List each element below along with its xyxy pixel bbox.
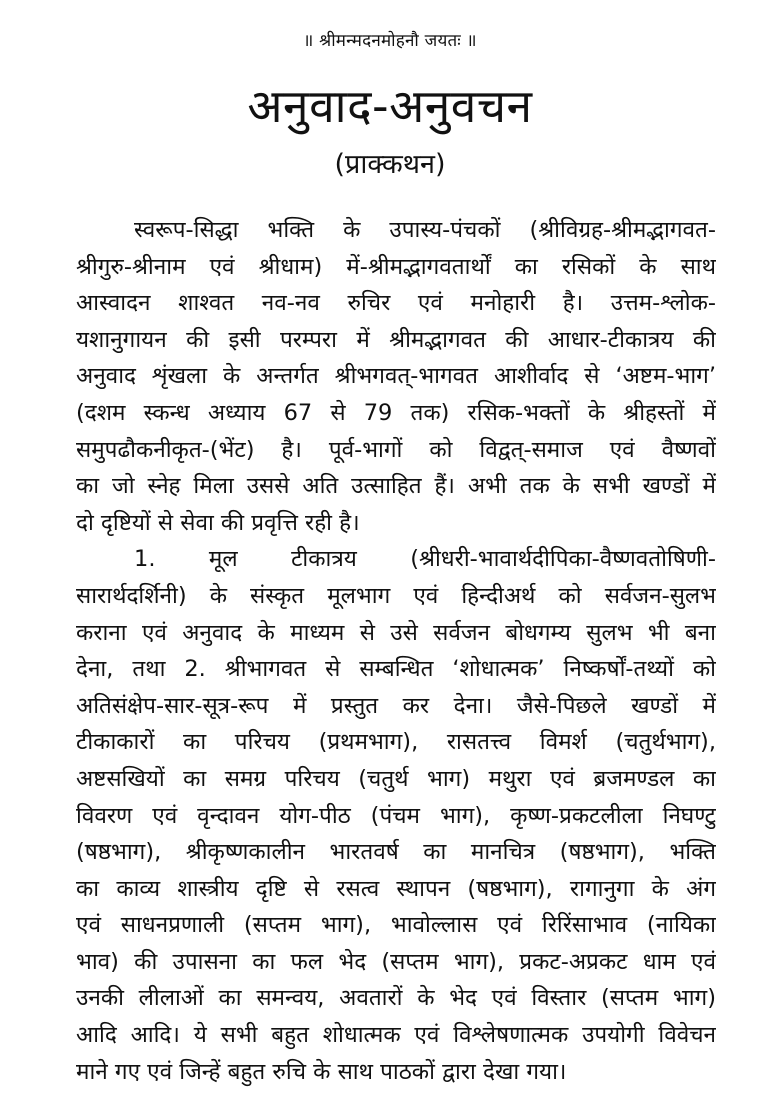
text-line: समुपढौकनीकृत-(भेंट) है। पूर्व-भागों को विद्वत्-समाज एवं वैष्णवों [76,436,716,463]
text-line: आदि आदि। ये सभी बहुत शोधात्मक एवं विश्लेषणात्मक उपयोगी विवेचन [76,1022,716,1049]
text-line: विवरण एवं वृन्दावन योग-पीठ (पंचम भाग), कृष्ण-प्रकटलीला निघण्टु [76,802,716,829]
text-line: दो दृष्टियों से सेवा की प्रवृत्ति रही है। [76,509,360,536]
text-line: अतिसंक्षेप-सार-सूत्र-रूप में प्रस्तुत कर देना। जैसे-पिछले खण्डों में [76,692,716,719]
text-line: देना, तथा 2. श्रीभागवत से सम्बन्धित ‘शोधात्मक’ निष्कर्षों-तथ्यों को [76,656,716,683]
text-line: श्रीगुरु-श्रीनाम एवं श्रीधाम) में-श्रीमद्भागवतार्थों का रसिकों के साथ [76,253,716,280]
text-line: उनकी लीलाओं का समन्वय, अवतारों के भेद एवं विस्तार (सप्तम भाग) [76,985,716,1012]
invocation-header: ॥ श्रीमन्मदनमोहनौ जयतः ॥ [303,31,477,51]
text-line: माने गए एवं जिन्हें बहुत रुचि के साथ पाठकों द्वारा देखा गया। [76,1058,567,1085]
text-line: यशानुगायन की इसी परम्परा में श्रीमद्भागवत की आधार-टीकात्रय की [76,326,716,353]
text-line: एवं साधनप्रणाली (सप्तम भाग), भावोल्लास एवं रिरिंसाभाव (नायिका [76,912,716,939]
text-line: का जो स्नेह मिला उससे अति उत्साहित हैं। अभी तक के सभी खण्डों में [76,473,716,500]
text-line: सारार्थदर्शिनी) के संस्कृत मूलभाग एवं हिन्दीअर्थ को सर्वजन-सुलभ [76,582,716,609]
body-text [76,212,716,1090]
text-line: का काव्य शास्त्रीय दृष्टि से रसत्व स्थापन (षष्ठभाग), रागानुगा के अंग [76,875,716,902]
text-line: भाव) की उपासना का फल भेद (सप्तम भाग), प्रकट-अप्रकट धाम एवं [76,948,716,975]
text-line: 1. मूल टीकात्रय (श्रीधरी-भावार्थदीपिका-वैष्णवतोषिणी- [134,546,716,573]
text-line: स्वरूप-सिद्धा भक्ति के उपास्य-पंचकों (श्रीविग्रह-श्रीमद्भागवत- [134,217,716,243]
page-title: अनुवाद-अनुवचन [247,79,533,133]
text-line: अष्टसखियों का समग्र परिचय (चतुर्थ भाग) मथुरा एवं ब्रजमण्डल का [76,765,716,792]
text-line: (षष्ठभाग), श्रीकृष्णकालीन भारतवर्ष का मानचित्र (षष्ठभाग), भक्ति [76,839,716,866]
text-line: कराना एवं अनुवाद के माध्यम से उसे सर्वजन बोधगम्य सुलभ भी बना [76,619,716,646]
text-line: आस्वादन शाश्वत नव-नव रुचिर एवं मनोहारी है। उत्तम-श्लोक- [76,290,716,317]
text-line: (दशम स्कन्ध अध्याय 67 से 79 तक) रसिक-भक्तों के श्रीहस्तों में [76,399,716,426]
page-subtitle: (प्राक्कथन) [334,149,446,180]
text-line: टीकाकारों का परिचय (प्रथमभाग), रासतत्त्व विमर्श (चतुर्थभाग), [76,729,716,756]
text-line: अनुवाद शृंखला के अन्तर्गत श्रीभगवत्-भागवत आशीर्वाद से ‘अष्टम-भाग’ [76,363,716,390]
